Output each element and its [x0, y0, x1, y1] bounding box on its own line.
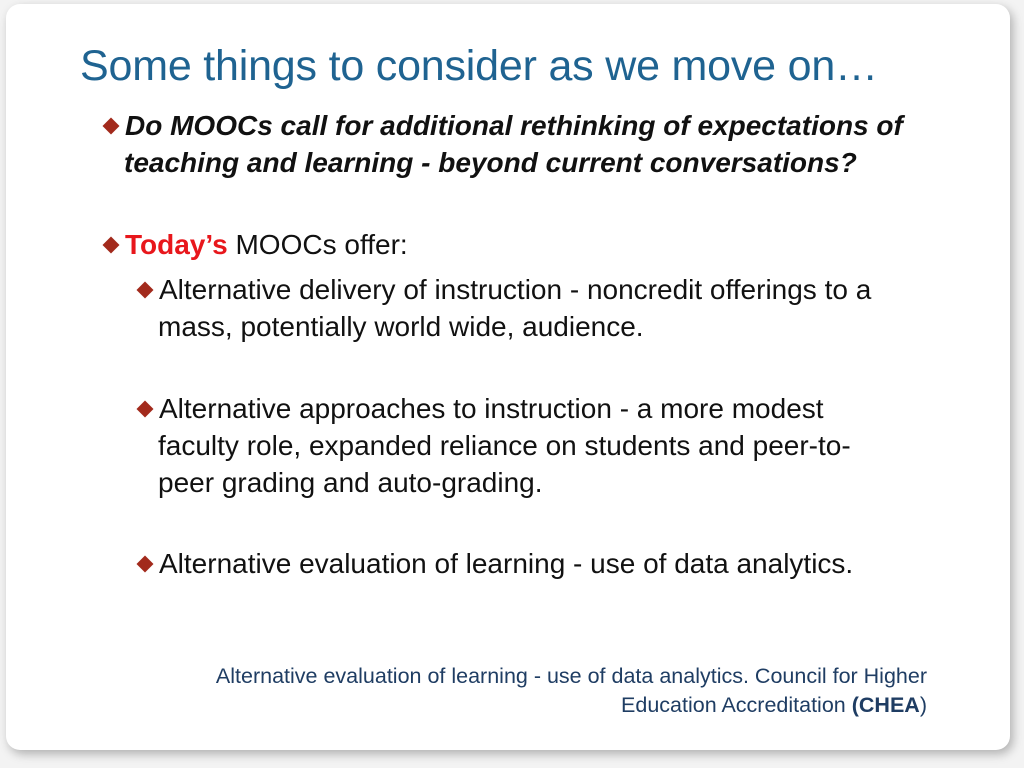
diamond-bullet-icon: [103, 117, 120, 134]
slide-title: Some things to consider as we move on…: [80, 42, 878, 90]
todays-highlight: Today’s: [125, 229, 228, 260]
subbullet-evaluation: [135, 545, 888, 582]
subbullet-approaches: [135, 390, 888, 501]
source-org: CHEA: [858, 693, 920, 717]
subbullet-evaluation-text: Alternative evaluation of learning - use of data analytics.: [159, 548, 854, 579]
diamond-bullet-icon: [137, 400, 154, 417]
source-citation: [147, 662, 927, 720]
source-text: Alternative evaluation of learning - use of data analytics. Council for Higher Education Accreditation: [215, 664, 927, 717]
diamond-bullet-icon: [137, 281, 154, 298]
bullet-question: [101, 107, 924, 181]
todays-rest-text: MOOCs offer:: [227, 229, 408, 260]
source-paren-close: ): [919, 693, 927, 717]
subbullet-approaches-text: Alternative approaches to instruction - a more modest faculty role, expanded reliance on students and peer-to-peer grading and auto-grading.: [158, 393, 851, 498]
diamond-bullet-icon: [103, 236, 120, 253]
diamond-bullet-icon: [137, 555, 154, 572]
subbullet-delivery-text: Alternative delivery of instruction - noncredit offerings to a mass, potentially world wide, audience.: [158, 274, 872, 342]
bullet-question-text: Do MOOCs call for additional rethinking of expectations of teaching and learning - beyond current conversations?: [124, 110, 903, 178]
source-paren-open: (: [851, 693, 859, 717]
subbullet-delivery: [135, 271, 888, 345]
bullet-todays-moocs: [101, 226, 901, 263]
